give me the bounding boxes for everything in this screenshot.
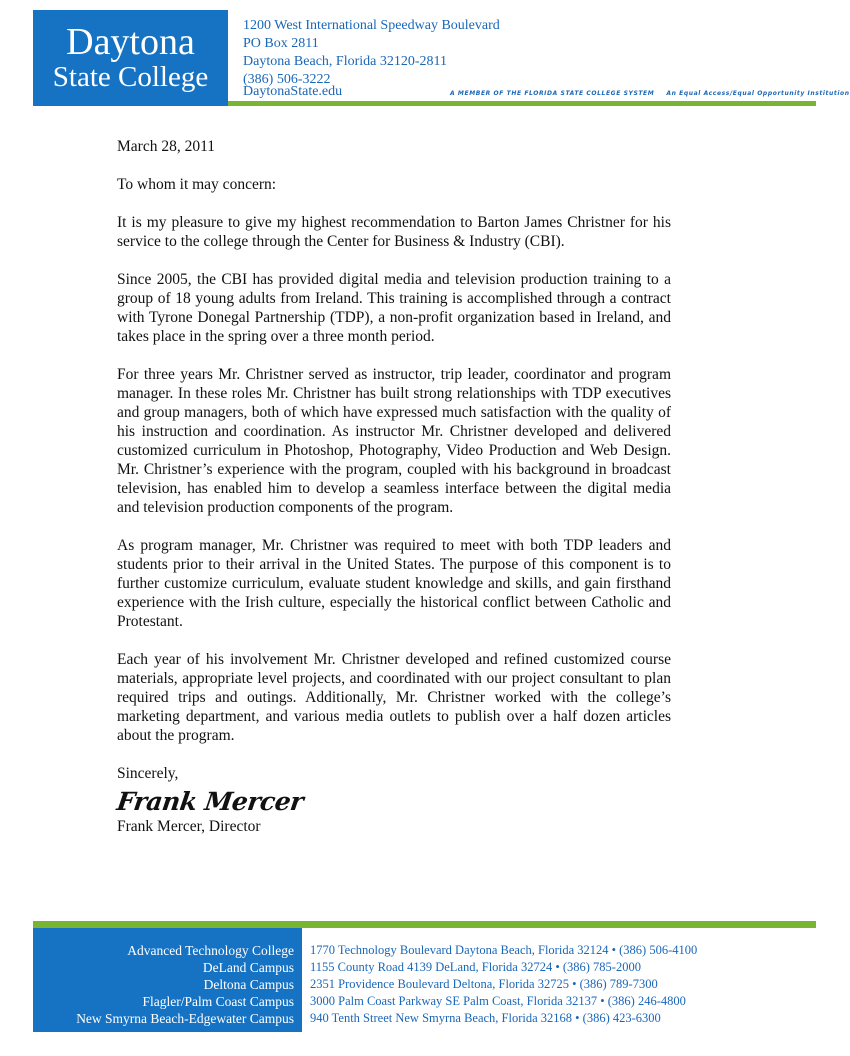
salutation: To whom it may concern: [117, 176, 277, 193]
footer-green-rule [33, 921, 816, 928]
address-line: 1200 West International Speedway Boulevard [243, 18, 500, 33]
campus-name: Deltona Campus [203, 977, 294, 992]
campus-name: DeLand Campus [202, 960, 294, 975]
paragraph-5: Each year of his involvement Mr. Christner developed and refined customized course materials, appropriate level projects, and coordinated with our project consultant to plan required trips and outings. Additionally, Mr. Christner worked with the college’s marketing department, and various media outlets to publish over a half dozen articles about the program. [117, 651, 671, 744]
paragraph-1: It is my pleasure to give my highest recommendation to Barton James Christner for his service to the college through the Center for Business & Industry (CBI). [117, 214, 671, 250]
paragraph-2: Since 2005, the CBI has provided digital media and television production training to a group of 18 young adults from Ireland. This training is accomplished through a contract with Tyrone Donegal Partnership (TDP), a non-profit organization based in Ireland, and takes place in the spring over a three month period. [117, 271, 671, 345]
letter-date: March 28, 2011 [117, 138, 216, 155]
paragraph-4: As program manager, Mr. Christner was required to meet with both TDP leaders and students prior to their arrival in the United States. The purpose of this component is to further customize curriculum, evaluate student knowledge and skills, and gain firsthand experience with the Irish culture, especially the historical conflict between Catholic and Protestant. [117, 537, 671, 630]
campus-name: New Smyrna Beach-Edgewater Campus [76, 1011, 294, 1026]
logo-line-state-college: State College [52, 61, 209, 93]
closing: Sincerely, [117, 765, 179, 782]
campus-name: Flagler/Palm Coast Campus [142, 994, 294, 1009]
campus-address: 2351 Providence Boulevard Deltona, Florida 32725 • (386) 789-7300 [310, 977, 658, 991]
equal-access-text: An Equal Access/Equal Opportunity Institution [666, 90, 850, 97]
address-line: PO Box 2811 [243, 36, 319, 51]
letter-body [117, 137, 671, 855]
handwritten-signature: Frank Mercer [115, 787, 306, 816]
campus-names [76, 942, 294, 1027]
college-logo [33, 10, 228, 106]
campus-address: 1770 Technology Boulevard Daytona Beach, Florida 32124 • (386) 506-4100 [310, 943, 698, 957]
campus-address: 3000 Palm Coast Parkway SE Palm Coast, Florida 32137 • (386) 246-4800 [310, 994, 686, 1008]
campus-addresses [310, 942, 697, 1027]
member-text: A MEMBER OF THE FLORIDA STATE COLLEGE SYSTEM [450, 90, 655, 97]
logo-line-daytona: Daytona [66, 21, 195, 63]
address-line: Daytona Beach, Florida 32120-2811 [243, 54, 447, 69]
phone-line: (386) 506-3222 [243, 72, 331, 87]
signer-name-title: Frank Mercer, Director [117, 818, 261, 835]
header-green-rule [228, 101, 816, 106]
footer-campus-box [33, 928, 302, 1032]
campus-address: 1155 County Road 4139 DeLand, Florida 32724 • (386) 785-2000 [310, 960, 641, 974]
college-website: DaytonaState.edu [243, 84, 343, 99]
member-statement [450, 90, 850, 97]
campus-name: Advanced Technology College [127, 943, 294, 958]
campus-address: 940 Tenth Street New Smyrna Beach, Florida 32168 • (386) 423-6300 [310, 1011, 661, 1025]
college-address [243, 17, 500, 89]
paragraph-3: For three years Mr. Christner served as instructor, trip leader, coordinator and program manager. In these roles Mr. Christner has built strong relationships with TDP executives and group managers, both of which have expressed much satisfaction with the quality of his instruction and coordination. As instructor Mr. Christner developed and delivered customized curriculum in Photoshop, Photography, Video Production and Web Design. Mr. Christner’s experience with the program, coupled with his background in broadcast television, has enabled him to develop a seamless interface between the digital media and television production components of the program. [117, 366, 671, 516]
